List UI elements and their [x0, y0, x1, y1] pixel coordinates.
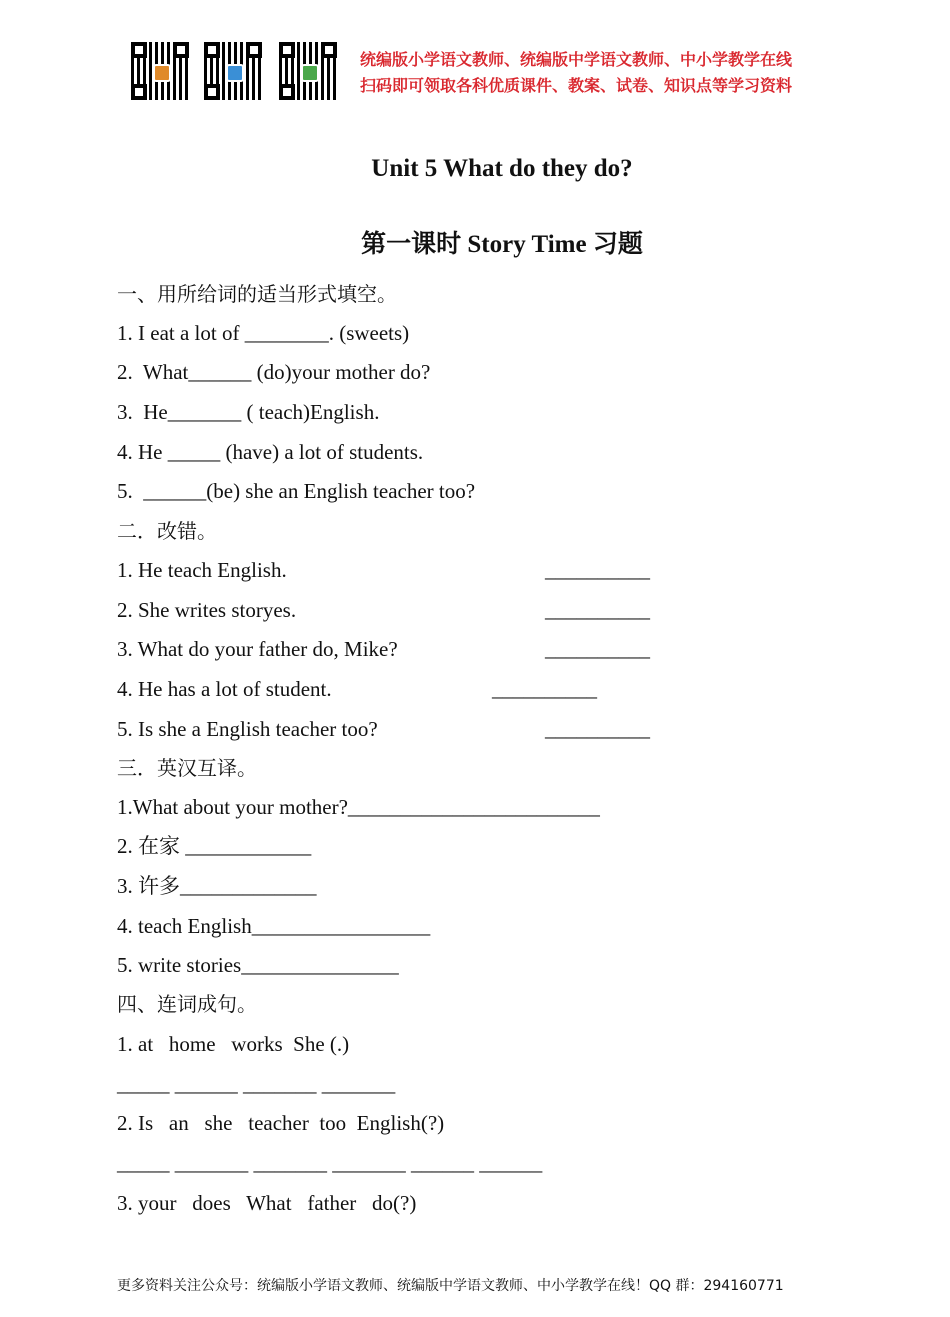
exercise-item: 2. Is an she teacher too English(?) [117, 1111, 445, 1135]
answer-blank: __________ [545, 558, 650, 582]
exercise-item: 1. at home works She (.) [117, 1032, 350, 1056]
header-banner-line-2: 扫码即可领取各科优质课件、教案、试卷、知识点等学习资料 [360, 76, 793, 95]
answer-blanks-row: _____ _______ _______ _______ ______ ______ [117, 1151, 543, 1175]
exercise-item: 3. What do your father do, Mike? [117, 637, 398, 661]
exercise-item: 3. 许多_____________ [117, 874, 317, 898]
exercise-item: 1. I eat a lot of ________. (sweets) [117, 321, 410, 345]
exercise-item: 4. He _____ (have) a lot of students. [117, 440, 424, 464]
section-heading: 一、用所给词的适当形式填空。 [117, 282, 397, 306]
exercise-item: 4. teach English_________________ [117, 914, 431, 938]
exercise-item: 3. your does What father do(?) [117, 1191, 417, 1215]
answer-blank: __________ [545, 717, 650, 741]
exercise-item: 4. He has a lot of student. [117, 677, 332, 701]
exercise-item: 1.What about your mother?________________________ [117, 795, 600, 819]
exercise-item: 1. He teach English. [117, 558, 287, 582]
exercise-item: 2. What______ (do)your mother do? [117, 360, 431, 384]
exercise-item: 5. Is she a English teacher too? [117, 717, 378, 741]
page-title: Unit 5 What do they do? [371, 155, 633, 182]
exercise-item: 2. She writes storyes. [117, 598, 297, 622]
section-heading: 三．英汉互译。 [117, 756, 257, 780]
page-footer: 更多资料关注公众号：统编版小学语文教师、统编版中学语文教师、中小学教学在线！QQ 群：294160771 [117, 1278, 784, 1294]
qr-code-icon [279, 42, 337, 100]
header-banner-line-1: 统编版小学语文教师、统编版中学语文教师、中小学教学在线 [360, 50, 793, 69]
exercise-item: 2. 在家 ____________ [117, 834, 312, 858]
exercise-item: 5. write stories_______________ [117, 953, 399, 977]
answer-blank: __________ [545, 637, 650, 661]
qr-code-icon [204, 42, 262, 100]
answer-blank: __________ [545, 598, 650, 622]
answer-blanks-row: _____ ______ _______ _______ [117, 1072, 396, 1096]
exercise-item: 5. ______(be) she an English teacher too? [117, 479, 476, 503]
section-heading: 二．改错。 [117, 519, 217, 543]
answer-blank: __________ [492, 677, 597, 701]
exercise-item: 3. He_______ ( teach)English. [117, 400, 380, 424]
page-subtitle: 第一课时 Story Time 习题 [361, 231, 643, 258]
section-heading: 四、连词成句。 [117, 992, 257, 1016]
qr-code-icon [131, 42, 189, 100]
